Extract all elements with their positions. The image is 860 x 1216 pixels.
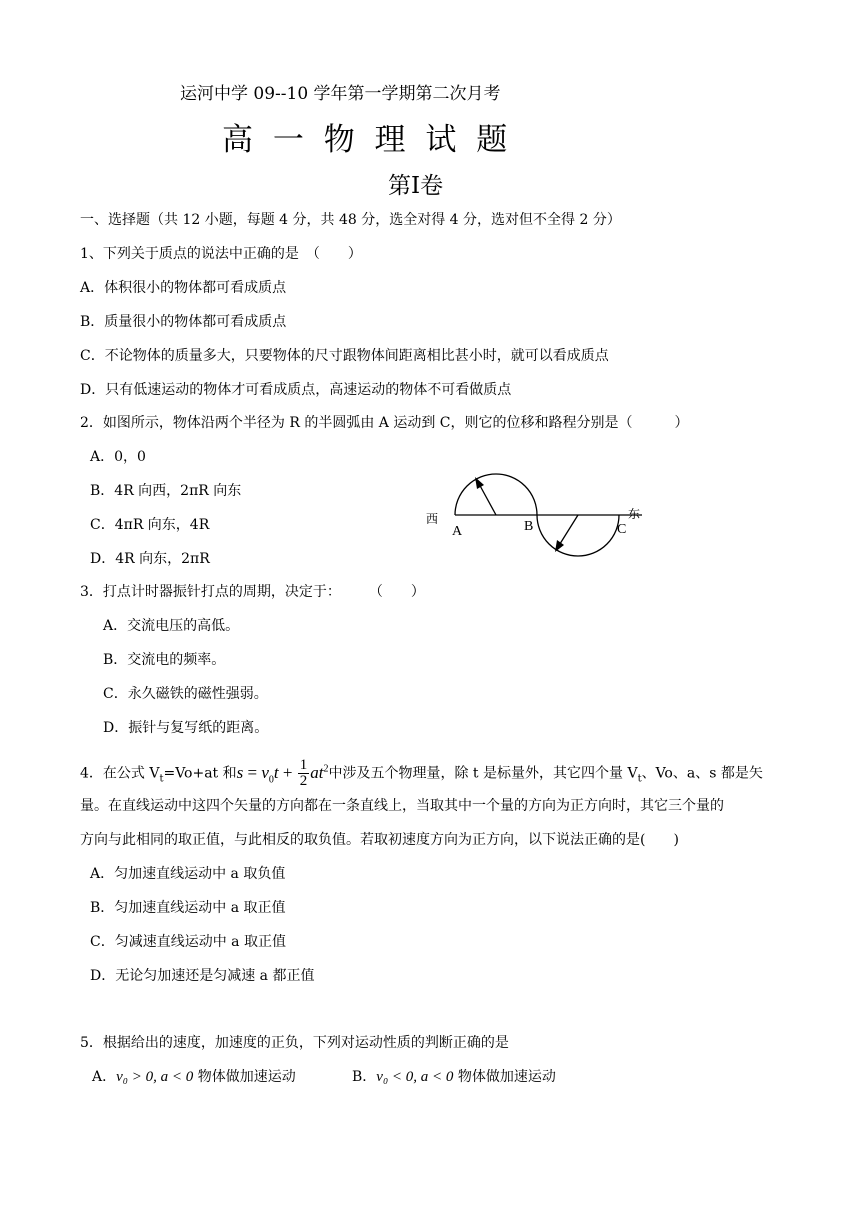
option-text: 物体做加速运动 xyxy=(193,1069,296,1085)
exponent-two: 2 xyxy=(323,763,329,774)
arrowhead-lower xyxy=(555,540,564,552)
fraction-denominator: 2 xyxy=(299,773,308,790)
stem-text: =Vo+at 和 xyxy=(163,765,237,782)
label-point-b: B xyxy=(524,519,534,534)
option-d: D．振针与复写纸的距离。 xyxy=(103,720,269,736)
label-west: 西 xyxy=(426,512,439,526)
label-east: 东 xyxy=(628,507,641,521)
option-b: B．4R 向西，2πR 向东 xyxy=(90,483,242,499)
semicircle-path-figure xyxy=(420,460,650,560)
option-d: D．无论匀加速还是匀减速 a 都正值 xyxy=(90,968,315,984)
equals-sign: = xyxy=(243,762,262,782)
arrowhead-upper xyxy=(475,477,484,489)
option-c: C．永久磁铁的磁性强弱。 xyxy=(103,686,268,702)
option-c: C．匀减速直线运动中 a 取正值 xyxy=(90,934,286,950)
symbol-s: s xyxy=(236,762,244,782)
plus-sign: + xyxy=(278,762,297,782)
stem-text: 、Vo、a、s 都是矢 xyxy=(641,765,763,782)
option-label: B． xyxy=(352,1069,377,1085)
option-d: D．4R 向东，2πR xyxy=(90,551,210,567)
option-c: C．4πR 向东，4R xyxy=(90,517,210,533)
volume-label: 第Ⅰ卷 xyxy=(388,173,444,199)
exam-title: 高 一 物 理 试 题 xyxy=(222,122,510,158)
option-condition: v₀ < 0, a < 0 xyxy=(376,1069,454,1085)
section-heading: 一、选择题（共 12 小题，每题 4 分，共 48 分，选全对得 4 分，选对但不全得 2 分） xyxy=(80,212,621,228)
stem-text: 中涉及五个物理量，除 t 是标量外，其它四个量 V xyxy=(328,765,638,782)
option-a: A．体积很小的物体都可看成质点 xyxy=(80,280,287,296)
option-label: A． xyxy=(92,1069,117,1085)
option-a: A．交流电压的高低。 xyxy=(103,618,240,634)
option-c: C．不论物体的质量多大，只要物体的尺寸跟物体间距离相比甚小时，就可以看成质点 xyxy=(80,348,609,364)
option-b: B．交流电的频率。 xyxy=(103,652,226,668)
question-stem: 5．根据给出的速度，加速度的正负，下列对运动性质的判断正确的是 xyxy=(80,1035,509,1051)
subscript-t: t xyxy=(637,773,642,785)
fraction-numerator: 1 xyxy=(299,757,308,774)
stem-text: 4．在公式 V xyxy=(80,765,160,782)
question-stem: 3．打点计时器振针打点的周期，决定于： （ ） xyxy=(80,584,425,600)
displacement-formula xyxy=(236,757,329,790)
label-point-a: A xyxy=(452,524,463,539)
symbol-at: at xyxy=(310,762,324,782)
option-text: 物体做加速运动 xyxy=(453,1069,556,1085)
fraction-one-half xyxy=(298,758,310,789)
upper-semicircle-arc xyxy=(455,474,537,515)
label-point-c: C xyxy=(617,522,627,537)
option-a: A．0，0 xyxy=(90,449,146,465)
radius-arrow-upper xyxy=(478,482,496,515)
symbol-v: v xyxy=(261,762,269,782)
question-stem: 1、下列关于质点的说法中正确的是 （ ） xyxy=(80,246,362,262)
question-stem-line-2: 量。在直线运动中这四个矢量的方向都在一条直线上，当取其中一个量的方向为正方向时，其它三个量的 xyxy=(80,798,724,814)
subscript-t: t xyxy=(159,773,164,785)
lower-semicircle-arc xyxy=(537,515,619,556)
question-stem xyxy=(80,752,763,797)
question-stem: 2．如图所示，物体沿两个半径为 R 的半圆弧由 A 运动到 C，则它的位移和路程分别是（ ） xyxy=(80,415,689,431)
option-a: A．匀加速直线运动中 a 取负值 xyxy=(90,866,286,882)
radius-arrow-lower xyxy=(558,515,578,547)
option-a xyxy=(92,1067,296,1087)
option-b xyxy=(352,1067,556,1087)
option-b: B．质量很小的物体都可看成质点 xyxy=(80,314,287,330)
symbol-t: t xyxy=(273,762,279,782)
option-d: D．只有低速运动的物体才可看成质点，高速运动的物体不可看做质点 xyxy=(80,382,512,398)
option-condition: v₀ > 0, a < 0 xyxy=(116,1069,194,1085)
school-exam-line: 运河中学 09--10 学年第一学期第二次月考 xyxy=(180,84,501,104)
question-stem-line-3: 方向与此相同的取正值，与此相反的取负值。若取初速度方向为正方向，以下说法正确的是( ) xyxy=(80,832,679,848)
subscript-zero: 0 xyxy=(268,774,274,786)
option-b: B．匀加速直线运动中 a 取正值 xyxy=(90,900,286,916)
